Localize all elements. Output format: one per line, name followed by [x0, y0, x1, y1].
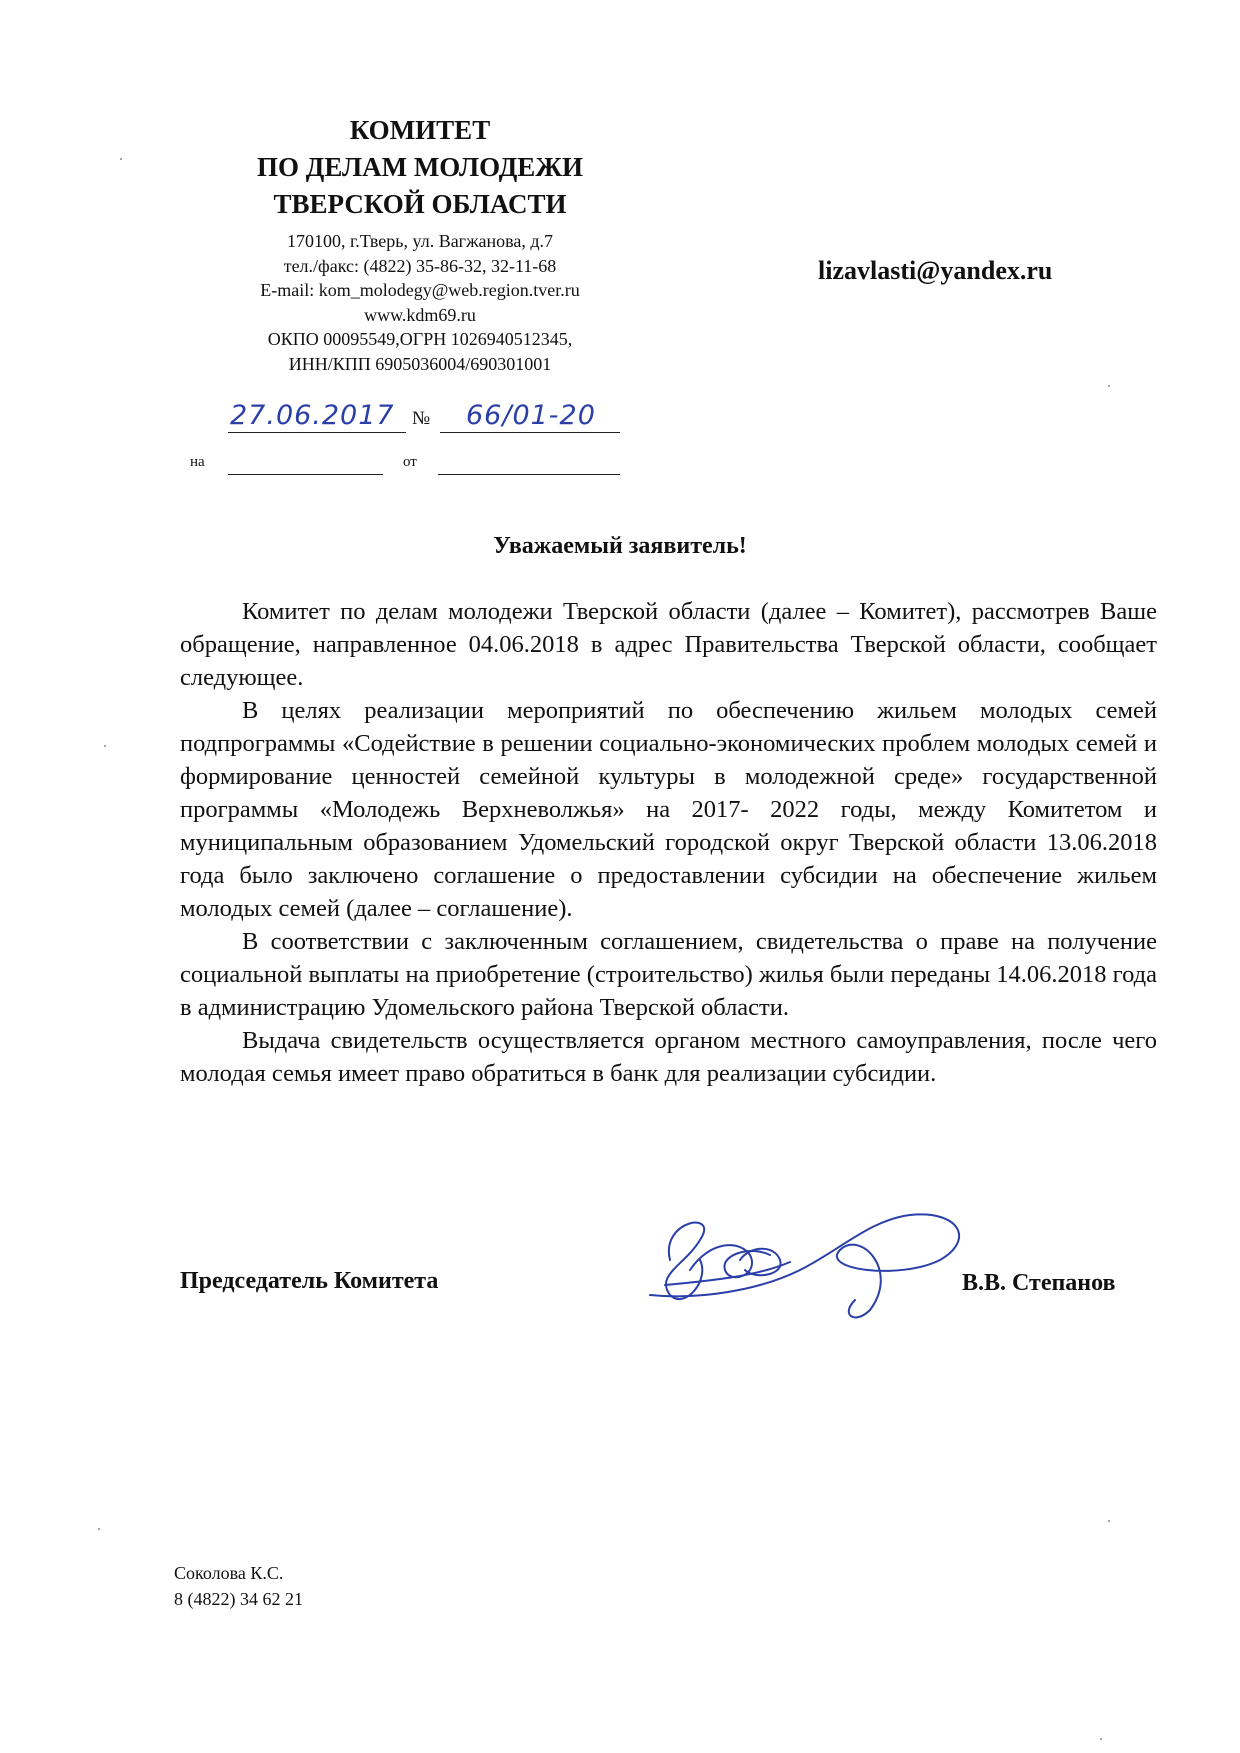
signer-name: В.В. Степанов	[962, 1270, 1116, 1296]
executor-phone: 8 (4822) 34 62 21	[174, 1589, 303, 1609]
scan-speck	[98, 1528, 100, 1530]
body-paragraph-4: Выдача свидетельств осуществляется органом местного самоуправления, после чего молодая семья имеет право обратиться в банк для реализации субсидии.	[180, 1027, 1157, 1087]
body-paragraph-2: В целях реализации мероприятий по обеспечению жильем молодых семей подпрограммы «Содействие в решении социально-экономических проблем молодых семей и формирование ценностей семейной культуры в молодежной среде» государственной программы «Молодежь Верхневолжья» на 2017- 2022 годы, между Комитетом и муниципальным образованием Удомельский городской округ Тверской области 13.06.2018 года было заключено соглашение о предоставлении субсидии на обеспечение жильем молодых семей (далее – соглашение).	[180, 697, 1157, 922]
signer-title: Председатель Комитета	[180, 1268, 439, 1294]
reference-on-label: на	[190, 454, 205, 470]
scan-speck	[1108, 1520, 1110, 1522]
registration-number: 66/01-20	[466, 400, 596, 431]
executor-info	[174, 1560, 303, 1612]
handwritten-signature	[640, 1200, 980, 1330]
reference-line	[190, 450, 620, 480]
executor-name: Соколова К.С.	[174, 1563, 284, 1583]
org-name-line-3: ТВЕРСКОЙ ОБЛАСТИ	[273, 189, 567, 219]
recipient-email: lizavlasti@yandex.ru	[818, 256, 1053, 285]
letter-body	[180, 595, 1157, 1090]
scan-speck	[1100, 1738, 1102, 1740]
scan-speck	[1108, 385, 1110, 387]
org-name-line-1: КОМИТЕТ	[349, 115, 491, 145]
letterhead	[205, 112, 635, 376]
reference-from-label: от	[403, 454, 417, 470]
org-website: www.kdm69.ru	[364, 304, 476, 325]
number-underline	[440, 432, 620, 433]
body-paragraph-3: В соответствии с заключенным соглашением, свидетельства о праве на получение социальной выплаты на приобретение (строительство) жилья были переданы 14.06.2018 года в администрацию Удомельского района Тверской области.	[180, 928, 1157, 1021]
org-name-line-2: ПО ДЕЛАМ МОЛОДЕЖИ	[256, 152, 584, 182]
org-phone: тел./факс: (4822) 35-86-32, 32-11-68	[283, 255, 557, 276]
org-codes-2: ИНН/КПП 6905036004/690301001	[288, 353, 552, 374]
body-paragraph-1: Комитет по делам молодежи Тверской области (далее – Комитет), рассмотрев Ваше обращение, направленное 04.06.2018 в адрес Правительства Тверской области, сообщает следующее.	[180, 598, 1157, 691]
reference-date-line	[438, 474, 620, 475]
org-codes-1: ОКПО 00095549,ОГРН 1026940512345,	[267, 329, 573, 349]
org-address: 170100, г.Тверь, ул. Вагжанова, д.7	[286, 231, 554, 251]
greeting: Уважаемый заявитель!	[493, 533, 747, 559]
registration-line	[228, 398, 648, 438]
registration-date: 27.06.2017	[230, 400, 395, 431]
scan-speck	[120, 158, 122, 160]
scan-speck	[104, 745, 106, 747]
number-sign: №	[412, 408, 431, 429]
org-email: E-mail: kom_molodegy@web.region.tver.ru	[260, 280, 580, 300]
reference-number-line	[228, 474, 383, 475]
date-underline	[228, 432, 406, 433]
